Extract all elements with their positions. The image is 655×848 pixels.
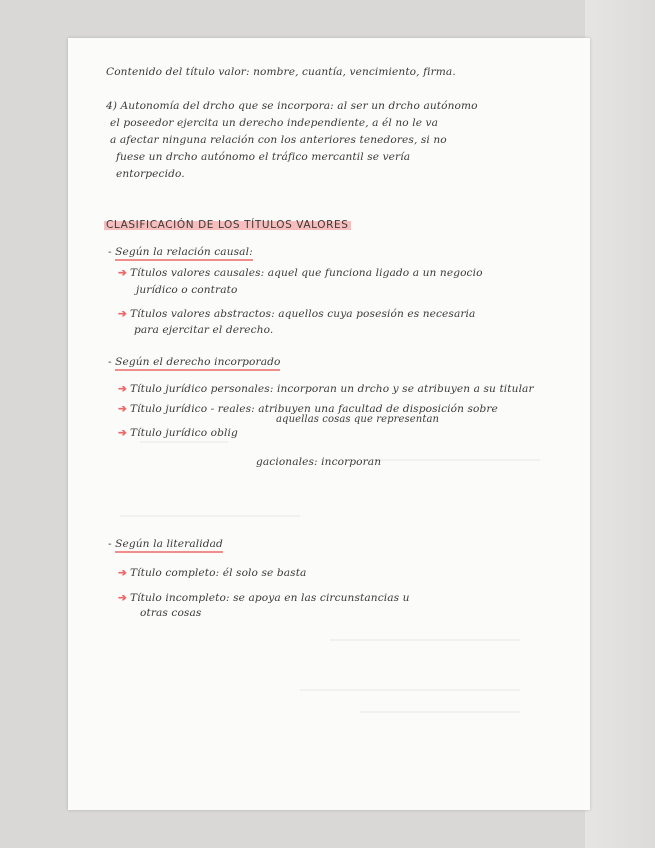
incorporated-item-2-text: Título jurídico - reales: atribuyen una facultad de disposición sobre <box>129 403 498 415</box>
causal-item-1 <box>118 267 483 279</box>
causal-item-2-cont: para ejercitar el derecho. <box>134 324 274 336</box>
arrow-icon: ➔ <box>118 308 127 320</box>
incorporated-item-3-cont: gacionales: incorporan <box>256 456 382 468</box>
incorporated-heading: - Según el derecho incorporado <box>108 356 280 368</box>
causal-item-2 <box>118 308 475 320</box>
incorporated-item-3 <box>118 427 238 439</box>
causal-item-1-cont: jurídico o contrato <box>136 284 238 296</box>
causal-heading-text: Según la relación causal: <box>115 246 253 261</box>
section-title <box>104 219 351 231</box>
intro-line: Contenido del título valor: nombre, cuantía, vencimiento, firma. <box>106 66 456 78</box>
literal-item-1-text: Título completo: él solo se basta <box>129 567 307 579</box>
autonomy-line-1: 4) Autonomía del drcho que se incorpora: al ser un drcho autónomo <box>106 100 478 112</box>
arrow-icon: ➔ <box>118 427 127 439</box>
incorporated-item-1-text: Título jurídico personales: incorporan un drcho y se atribuyen a su titular <box>129 383 534 395</box>
literal-heading: - Según la literalidad <box>108 538 223 550</box>
causal-item-1-text: Títulos valores causales: aquel que funciona ligado a un negocio <box>129 267 483 279</box>
literal-item-2-cont: otras cosas <box>140 607 202 619</box>
causal-heading: - Según la relación causal: <box>108 246 253 258</box>
autonomy-line-2: el poseedor ejercita un derecho independiente, a él no le va <box>110 117 439 129</box>
literal-item-2 <box>118 592 410 604</box>
arrow-icon: ➔ <box>118 383 127 395</box>
incorporated-item-3-text: Título jurídico oblig <box>129 427 238 439</box>
autonomy-line-4: fuese un drcho autónomo el tráfico mercantil se vería <box>116 151 411 163</box>
incorporated-item-2-cont: aquellas cosas que representan <box>276 414 440 425</box>
autonomy-line-3: a afectar ninguna relación con los anteriores tenedores, si no <box>110 134 447 146</box>
incorporated-item-1 <box>118 383 534 395</box>
literal-item-2-text: Título incompleto: se apoya en las circunstancias u <box>129 592 410 604</box>
arrow-icon: ➔ <box>118 567 127 579</box>
incorporated-heading-text: Según el derecho incorporado <box>115 356 280 371</box>
causal-item-2-text: Títulos valores abstractos: aquellos cuya posesión es necesaria <box>129 308 476 320</box>
literal-heading-text: Según la literalidad <box>115 538 223 553</box>
arrow-icon: ➔ <box>118 403 127 415</box>
arrow-icon: ➔ <box>118 267 127 279</box>
arrow-icon: ➔ <box>118 592 127 604</box>
section-title-text: CLASIFICACIÓN DE LOS TÍTULOS VALORES <box>106 219 349 231</box>
autonomy-line-5: entorpecido. <box>116 168 185 180</box>
literal-item-1 <box>118 567 306 579</box>
